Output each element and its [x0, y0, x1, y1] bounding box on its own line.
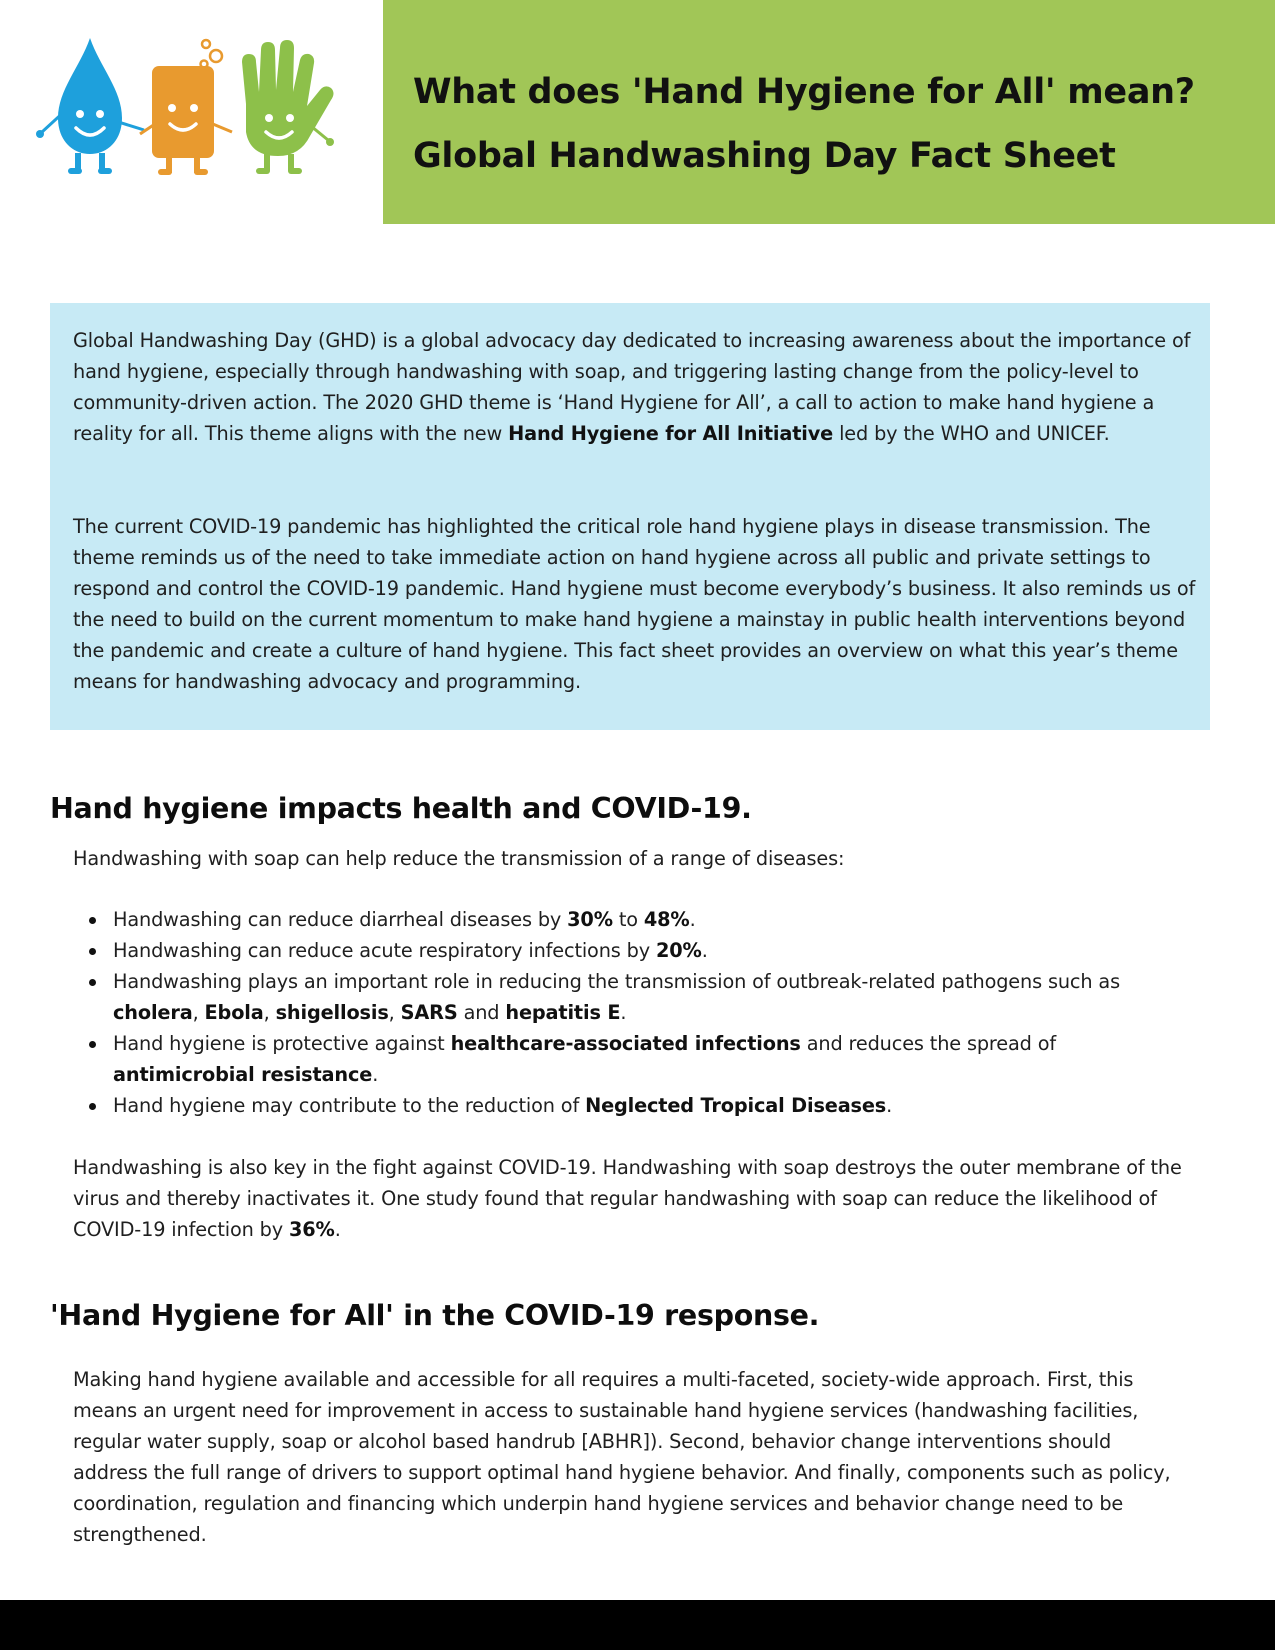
- section-heading-health: Hand hygiene impacts health and COVID-19.: [50, 792, 752, 825]
- soap-bar-icon: [140, 40, 232, 175]
- ghd-logo: [28, 32, 348, 182]
- list-item: Handwashing can reduce diarrheal diseases by 30% to 48%.: [0, 904, 1200, 935]
- list-item: Handwashing plays an important role in reducing the transmission of outbreak-related pathogens such as cholera, Ebola, shigellosis, SARS and hepatitis E.: [0, 966, 1200, 1028]
- covid-paragraph: Handwashing is also key in the fight against COVID-19. Handwashing with soap destroys the outer membrane of the virus and thereby inactivates it. One study found that regular handwashing with soap can reduce the likelihood of COVID-19 infection by 36%.: [73, 1156, 1182, 1241]
- title-line-1: What does 'Hand Hygiene for All' mean?: [413, 72, 1195, 112]
- water-drop-icon: [36, 38, 144, 174]
- initiative-name: Hand Hygiene for All Initiative: [508, 422, 834, 445]
- intro-box: [50, 303, 1210, 730]
- disease-list: [0, 904, 1200, 1121]
- intro-paragraph-2: The current COVID-19 pandemic has highlighted the critical role hand hygiene plays in disease transmission. The theme reminds us of the need to take immediate action on hand hygiene across all public and private settings to respond and control the COVID-19 pandemic. Hand hygiene must become everybody’s business. It also reminds us of the need to build on the current momentum to make hand hygiene a mainstay in public health interventions beyond the pandemic and create a culture of hand hygiene. This fact sheet provides an overview on what this year’s theme means for handwashing advocacy and programming.: [73, 515, 1196, 693]
- header-banner: [383, 0, 1275, 224]
- covid-response-paragraph: Making hand hygiene available and accessible for all requires a multi-faceted, society-wide approach. First, this means an urgent need for improvement in access to sustainable hand hygiene services (handwashing facilities, regular water supply, soap or alcohol based handrub [ABHR]). Second, behavior change interventions should address the full range of drivers to support optimal hand hygiene behavior. And finally, components such as policy, coordination, regulation and financing which underpin hand hygiene services and behavior change need to be strengthened.: [73, 1368, 1171, 1546]
- hand-icon: [242, 40, 334, 174]
- section-lead: Handwashing with soap can help reduce the transmission of a range of diseases:: [73, 847, 845, 870]
- list-item: Hand hygiene is protective against healthcare-associated infections and reduces the spread of antimicrobial resistance.: [0, 1028, 1200, 1090]
- list-item: Hand hygiene may contribute to the reduction of Neglected Tropical Diseases.: [0, 1090, 1200, 1121]
- page-title: [413, 60, 1195, 188]
- intro-paragraph-1: Global Handwashing Day (GHD) is a global advocacy day dedicated to increasing awareness about the importance of hand hygiene, especially through handwashing with soap, and triggering lasting change from the policy-level to community-driven action. The 2020 GHD theme is ‘Hand Hygiene for All’, a call to action to make hand hygiene a reality for all. This theme aligns with the new Hand Hygiene for All Initiative led by the WHO and UNICEF.: [73, 329, 1191, 445]
- title-line-2: Global Handwashing Day Fact Sheet: [413, 136, 1116, 176]
- section-heading-covid-response: 'Hand Hygiene for All' in the COVID-19 response.: [50, 1299, 820, 1332]
- footer-bar: [0, 1600, 1275, 1650]
- list-item: Handwashing can reduce acute respiratory infections by 20%.: [0, 935, 1200, 966]
